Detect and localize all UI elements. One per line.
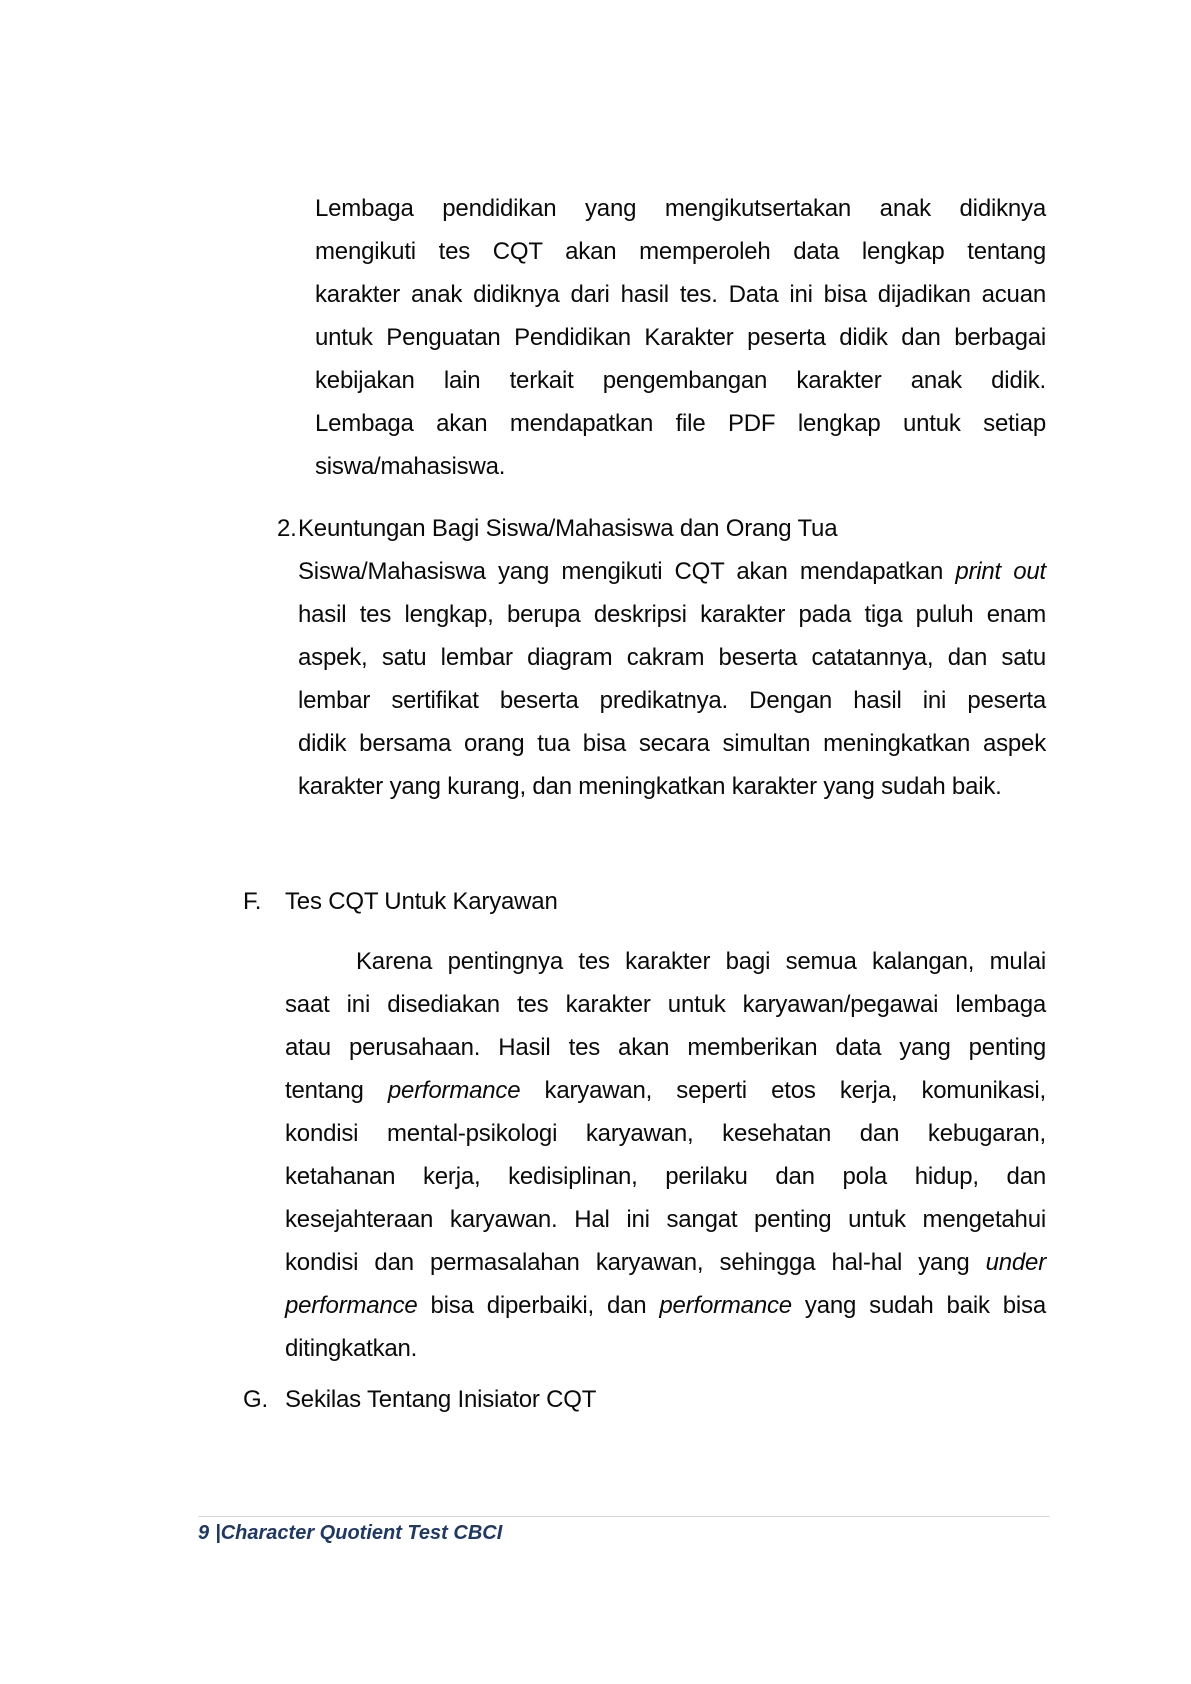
section-g-heading bbox=[243, 1378, 1003, 1421]
text-line: Lembaga akan mendapatkan file PDF lengkap untuk setiap bbox=[315, 410, 1046, 437]
paragraph-lembaga-pendidikan bbox=[315, 187, 1046, 488]
text-line: Siswa/Mahasiswa yang mengikuti CQT akan mendapatkan print out bbox=[298, 558, 1046, 585]
text-line: aspek, satu lembar diagram cakram beserta catatannya, dan satu bbox=[298, 644, 1046, 671]
list-item-2-marker: 2. bbox=[277, 515, 297, 542]
text-line: kondisi mental-psikologi karyawan, kesehatan dan kebugaran, bbox=[285, 1120, 1046, 1147]
text-line: hasil tes lengkap, berupa deskripsi karakter pada tiga puluh enam bbox=[298, 601, 1046, 628]
section-f-heading bbox=[243, 880, 1003, 923]
footer-divider-rule bbox=[198, 1516, 1050, 1517]
footer-title: Character Quotient Test CBCI bbox=[220, 1522, 503, 1544]
list-item-2-body bbox=[298, 550, 1046, 808]
text-line: siswa/mahasiswa. bbox=[315, 453, 506, 480]
footer-page-number: 9 bbox=[198, 1522, 210, 1544]
text-line: karakter yang kurang, dan meningkatkan karakter yang sudah baik. bbox=[298, 773, 1002, 800]
section-g-title: Sekilas Tentang Inisiator CQT bbox=[285, 1386, 597, 1413]
text-line: kondisi dan permasalahan karyawan, sehingga hal-hal yang under bbox=[285, 1249, 1046, 1276]
text-line: kesejahteraan karyawan. Hal ini sangat penting untuk mengetahui bbox=[285, 1206, 1046, 1233]
text-line: kebijakan lain terkait pengembangan karakter anak didik. bbox=[315, 367, 1046, 394]
text-line: tentang performance karyawan, seperti etos kerja, komunikasi, bbox=[285, 1077, 1046, 1104]
text-line: lembar sertifikat beserta predikatnya. Dengan hasil ini peserta bbox=[298, 687, 1046, 714]
text-line: didik bersama orang tua bisa secara simultan meningkatkan aspek bbox=[298, 730, 1046, 757]
section-g-marker: G. bbox=[243, 1386, 268, 1413]
text-line: untuk Penguatan Pendidikan Karakter peserta didik dan berbagai bbox=[315, 324, 1046, 351]
text-line: ketahanan kerja, kedisiplinan, perilaku dan pola hidup, dan bbox=[285, 1163, 1046, 1190]
text-line: karakter anak didiknya dari hasil tes. Data ini bisa dijadikan acuan bbox=[315, 281, 1046, 308]
section-f-body bbox=[285, 940, 1046, 1370]
text-line: performance bisa diperbaiki, dan performance yang sudah baik bisa bbox=[285, 1292, 1046, 1319]
text-line: saat ini disediakan tes karakter untuk karyawan/pegawai lembaga bbox=[285, 991, 1046, 1018]
list-item-2-content bbox=[298, 507, 1046, 808]
page-footer bbox=[198, 1521, 502, 1545]
text-line: Karena pentingnya tes karakter bagi semua kalangan, mulai bbox=[356, 948, 1046, 975]
list-item-2 bbox=[277, 507, 1046, 808]
section-f-marker: F. bbox=[243, 888, 262, 915]
text-line: atau perusahaan. Hasil tes akan memberikan data yang penting bbox=[285, 1034, 1046, 1061]
text-line: ditingkatkan. bbox=[285, 1335, 418, 1362]
section-f-title: Tes CQT Untuk Karyawan bbox=[285, 888, 558, 915]
text-line: Lembaga pendidikan yang mengikutsertakan anak didiknya bbox=[315, 195, 1046, 222]
footer-divider: | bbox=[215, 1522, 221, 1544]
list-item-2-heading: Keuntungan Bagi Siswa/Mahasiswa dan Orang Tua bbox=[298, 515, 838, 542]
text-line: mengikuti tes CQT akan memperoleh data lengkap tentang bbox=[315, 238, 1046, 265]
